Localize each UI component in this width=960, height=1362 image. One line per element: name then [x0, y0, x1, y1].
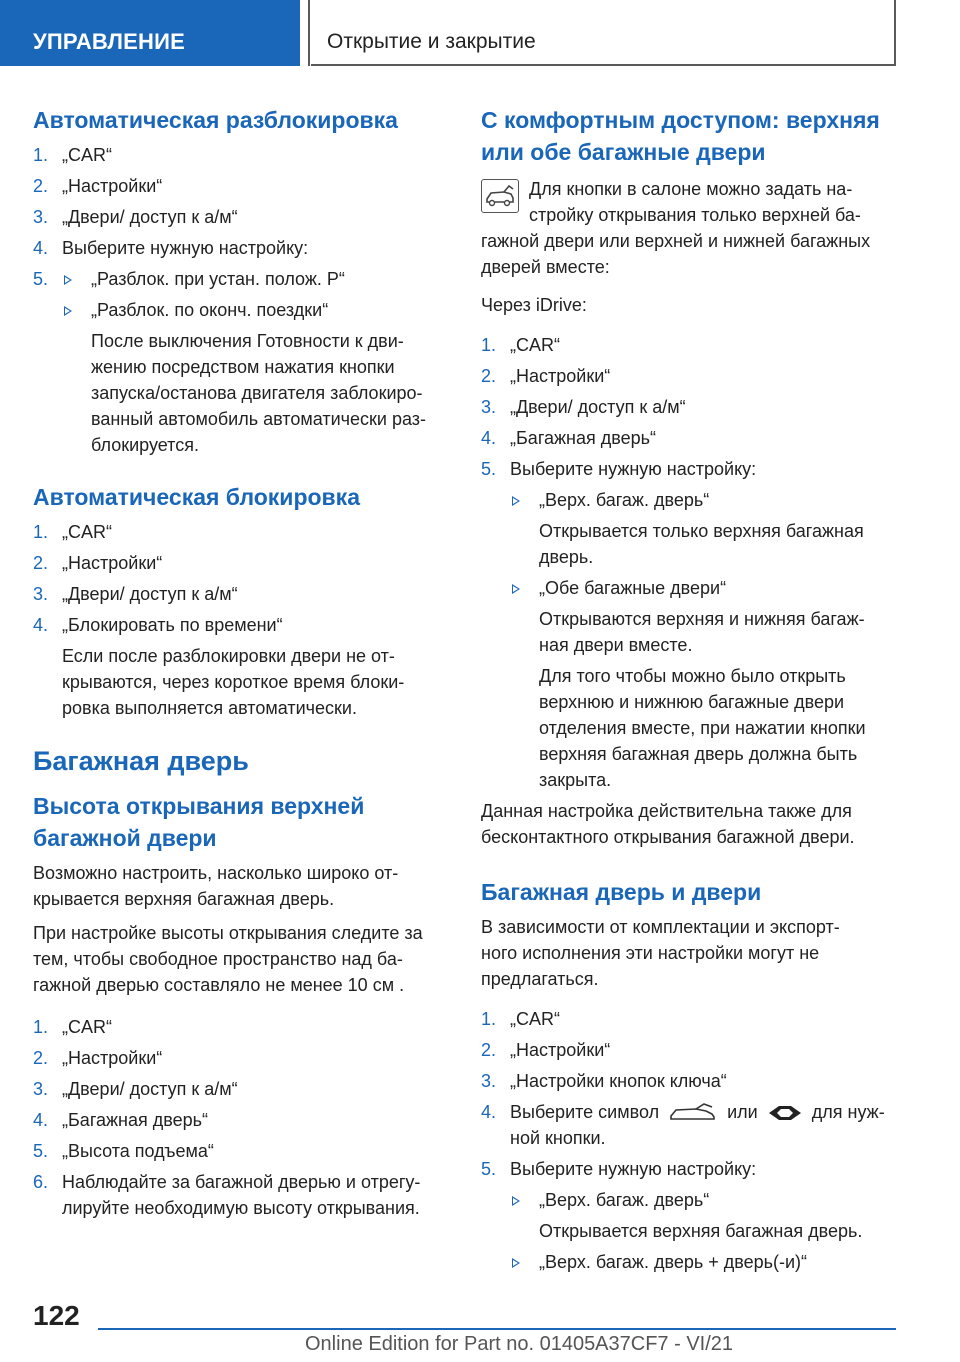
car-tailgate-button-icon: [481, 179, 519, 213]
sub-item-note: Для того чтобы можно было открыть верхнюю и нижнюю багажные двери отделения вместе, при нажатии кнопки верхняя багажная дверь должна быть закрыта.: [539, 666, 866, 790]
list-item: 3. „Двери/ доступ к а/м“: [33, 1079, 238, 1099]
list-item: 1. „CAR“: [481, 1009, 560, 1029]
sub-item: „Верх. багаж. дверь“: [481, 1187, 901, 1213]
list-item: 5. „Высота подъема“: [33, 1141, 214, 1161]
auto-unlock-steps: [33, 142, 453, 458]
bullet-triangle-icon: [512, 584, 520, 594]
height-steps: [33, 1014, 453, 1221]
page-number: 122: [33, 1300, 80, 1331]
list-item: 2. „Настройки“: [481, 1040, 611, 1060]
chapter-tab: [311, 0, 896, 66]
list-item: 2. „Настройки“: [33, 1048, 163, 1068]
sub-item-description: Открывается только верхняя багажная дверь.: [539, 521, 864, 567]
footer-divider: [98, 1328, 896, 1330]
sub-item-description: Открывается верхняя багажная дверь.: [539, 1221, 863, 1241]
sub-item: „Обе багажные двери“: [481, 575, 901, 601]
sub-item-description: После выключения Готовности к дви- жению посредством нажатия кнопки запуска/останова двигателя заблокиро- ванный автомобиль автоматически раз- блокируется.: [91, 331, 427, 455]
list-item: 3. „Двери/ доступ к а/м“: [481, 397, 686, 417]
list-item: 4. „Багажная дверь“: [481, 428, 656, 448]
list-item: 3. „Двери/ доступ к а/м“: [33, 207, 238, 227]
list-item: 3. „Двери/ доступ к а/м“: [33, 584, 238, 604]
paragraph: При настройке высоты открывания следите за тем, чтобы свободное пространство над ба- гажной дверью составляло не менее 10 см .: [33, 923, 423, 995]
bullet-triangle-icon: [512, 496, 520, 506]
list-item: 1. „CAR“: [33, 522, 112, 542]
paragraph: Возможно настроить, насколько широко от- крывается верхняя багажная дверь.: [33, 863, 399, 909]
car-doors-icon: [767, 1104, 803, 1122]
bullet-triangle-icon: [512, 1196, 520, 1206]
footer-edition: Online Edition for Part no. 01405A37CF7 - VI/21: [305, 1333, 734, 1355]
list-item: 4. Выберите символ или для нуж- ной кнопки.: [481, 1102, 885, 1148]
sub-item: „Разблок. по оконч. поездки“: [33, 297, 453, 323]
list-item: 3. „Настройки кнопок ключа“: [481, 1071, 727, 1091]
list-item-description: Если после разблокировки двери не от- крываются, через короткое время блоки- ровка выполняется автоматически.: [62, 646, 405, 718]
list-item: 5. Выберите нужную настройку:: [481, 1159, 757, 1179]
bullet-triangle-icon: [64, 275, 72, 285]
bullet-triangle-icon: [512, 1258, 520, 1268]
comfort-steps: [481, 332, 901, 793]
list-item: 5. „Разблок. при устан. полож. P“: [33, 269, 345, 289]
heading-tailgate: Багажная дверь: [33, 746, 249, 776]
right-column: [481, 104, 901, 1280]
heading-height: Высота открывания верхней багажной двери: [33, 793, 365, 851]
heading-auto-unlock: Автоматическая разблокировка: [33, 107, 398, 133]
via-idrive: Через iDrive:: [481, 295, 587, 315]
chapter-title: Открытие и закрытие: [327, 30, 536, 53]
sub-item-description: Открываются верхняя и нижняя багаж- ная двери вместе.: [539, 609, 865, 655]
car-tailgate-open-icon: [668, 1103, 718, 1123]
heading-tailgate-doors: Багажная дверь и двери: [481, 879, 762, 905]
bullet-triangle-icon: [64, 306, 72, 316]
list-item: 2. „Настройки“: [33, 553, 163, 573]
auto-lock-steps: [33, 519, 453, 721]
list-item: 4. Выберите нужную настройку:: [33, 238, 309, 258]
section-tab: [0, 0, 300, 66]
comfort-intro: Для кнопки в салоне можно задать на- стройку открывания только верхней ба- гажной двери или верхней и нижней багажных дверей вместе:: [481, 179, 871, 277]
list-item: 1. „CAR“: [33, 1017, 112, 1037]
sub-item: „Верх. багаж. дверь“: [481, 487, 901, 513]
paragraph: Данная настройка действительна также для бесконтактного открывания багажной двери.: [481, 801, 855, 847]
list-item: 2. „Настройки“: [33, 176, 163, 196]
list-item: 5. Выберите нужную настройку:: [481, 459, 757, 479]
heading-comfort-access: С комфортным доступом: верхняя или обе багажные двери: [481, 107, 880, 165]
tailgate-doors-steps: [481, 1006, 901, 1275]
list-item: 1. „CAR“: [481, 335, 560, 355]
paragraph: В зависимости от комплектации и экспорт- ного исполнения эти настройки могут не предлагаться.: [481, 917, 840, 989]
list-item: 2. „Настройки“: [481, 366, 611, 386]
list-item: 1. „CAR“: [33, 145, 112, 165]
section-title: УПРАВЛЕНИЕ: [33, 29, 185, 54]
list-item: 4. „Багажная дверь“: [33, 1110, 208, 1130]
sub-item: „Верх. багаж. дверь + дверь(-и)“: [481, 1249, 901, 1275]
list-item: 4. „Блокировать по времени“: [33, 615, 283, 635]
left-column: [33, 104, 453, 1226]
heading-auto-lock: Автоматическая блокировка: [33, 484, 360, 510]
list-item: 6. Наблюдайте за багажной дверью и отрегу- лируйте необходимую высоту открывания.: [33, 1172, 421, 1218]
